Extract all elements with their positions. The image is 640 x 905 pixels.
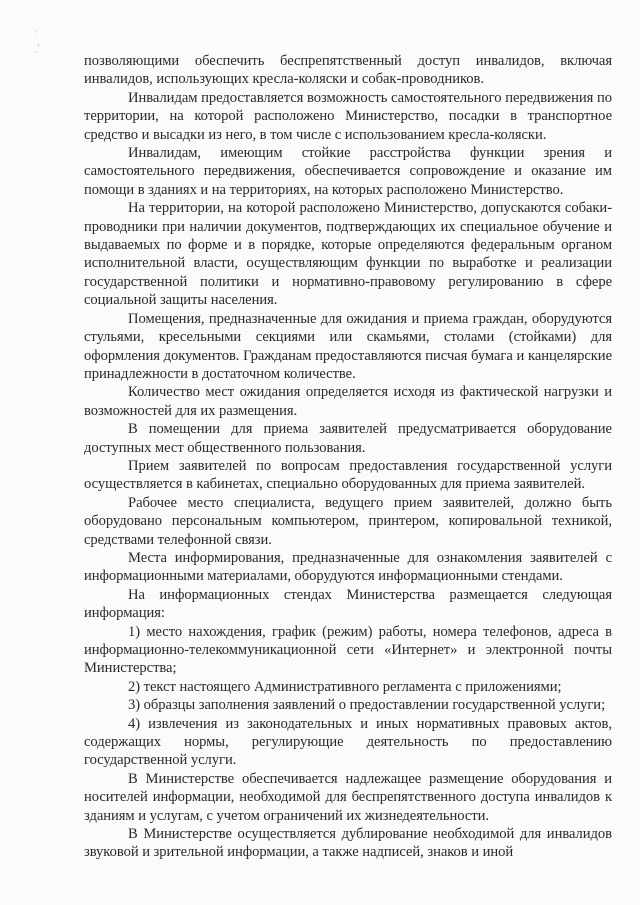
scan-artifact: · ‚ · — [34, 28, 40, 58]
paragraph-duplication: В Министерстве осуществляется дублирование необходимой для инвалидов звуковой и зрительной информации, а также надписей, знаков и иной — [84, 826, 612, 861]
list-item-1: 1) место нахождения, график (режим) работы, номера телефонов, адреса в информационно-телекоммуникационной сети «Интернет» и электронной почты Министерства; — [84, 623, 612, 677]
paragraph-mobility: Инвалидам предоставляется возможность самостоятельного передвижения по территории, на которой расположено Министерство, посадки в транспортное средство и высадки из него, в том числе с использованием кресла-коляски. — [84, 89, 612, 143]
paragraph-reception: Прием заявителей по вопросам предоставления государственной услуги осуществляется в кабинетах, специально оборудованных для приема заявителей. — [84, 457, 612, 493]
paragraph-info-places: Места информирования, предназначенные для ознакомления заявителей с информационными материалами, оборудуются информационными стендами. — [84, 549, 612, 585]
paragraph-info-stands: На информационных стендах Министерства размещается следующая информация: — [84, 586, 612, 622]
paragraph-waiting-places: Количество мест ожидания определяется исходя из фактической нагрузки и возможностей для их размещения. — [84, 384, 612, 419]
list-item-4: 4) извлечения из законодательных и иных нормативных правовых актов, содержащих нормы, регулирующие деятельность по предоставлению государственной услуги. — [84, 715, 612, 769]
paragraph-continuation: позволяющими обеспечить беспрепятственный доступ инвалидов, включая инвалидов, использующих кресла-коляски и собак-проводников. — [84, 53, 612, 88]
paragraph-public-places: В помещении для приема заявителей предусматривается оборудование доступных мест общественного пользования. — [84, 421, 612, 456]
document-page — [84, 52, 612, 862]
paragraph-workplace: Рабочее место специалиста, ведущего прием заявителей, должно быть оборудовано персональным компьютером, принтером, копировальной техникой, средствами телефонной связи. — [84, 494, 612, 548]
list-item-2: 2) текст настоящего Административного регламента с приложениями; — [128, 678, 562, 695]
paragraph-waiting-rooms: Помещения, предназначенные для ожидания и приема граждан, оборудуются стульями, кресельными секциями или скамьями, столами (стойками) для оформления документов. Гражданам предоставляются писчая бумага и канцелярские принадлежности в достаточном количестве. — [84, 310, 612, 382]
paragraph-guide-dogs: На территории, на которой расположено Министерство, допускаются собаки-проводники при наличии документов, подтверждающих их специальное обучение и выдаваемых по форме и в порядке, которые определяются федеральным органом исполнительной власти, осуществляющим функции по выработке и реализации государственной политики и нормативно-правовому регулированию в сфере социальной защиты населения. — [84, 200, 612, 309]
paragraph-equipment: В Министерстве обеспечивается надлежащее размещение оборудования и носителей информации, необходимой для беспрепятственного доступа инвалидов к зданиям и услугам, с учетом ограничений их жизнедеятельности. — [84, 770, 612, 824]
paragraph-assistance: Инвалидам, имеющим стойкие расстройства функции зрения и самостоятельного передвижения, обеспечивается сопровождение и оказание им помощи в зданиях и на территориях, на которых расположено Министерство. — [84, 145, 612, 198]
list-item-3: 3) образцы заполнения заявлений о предоставлении государственной услуги; — [128, 697, 606, 714]
